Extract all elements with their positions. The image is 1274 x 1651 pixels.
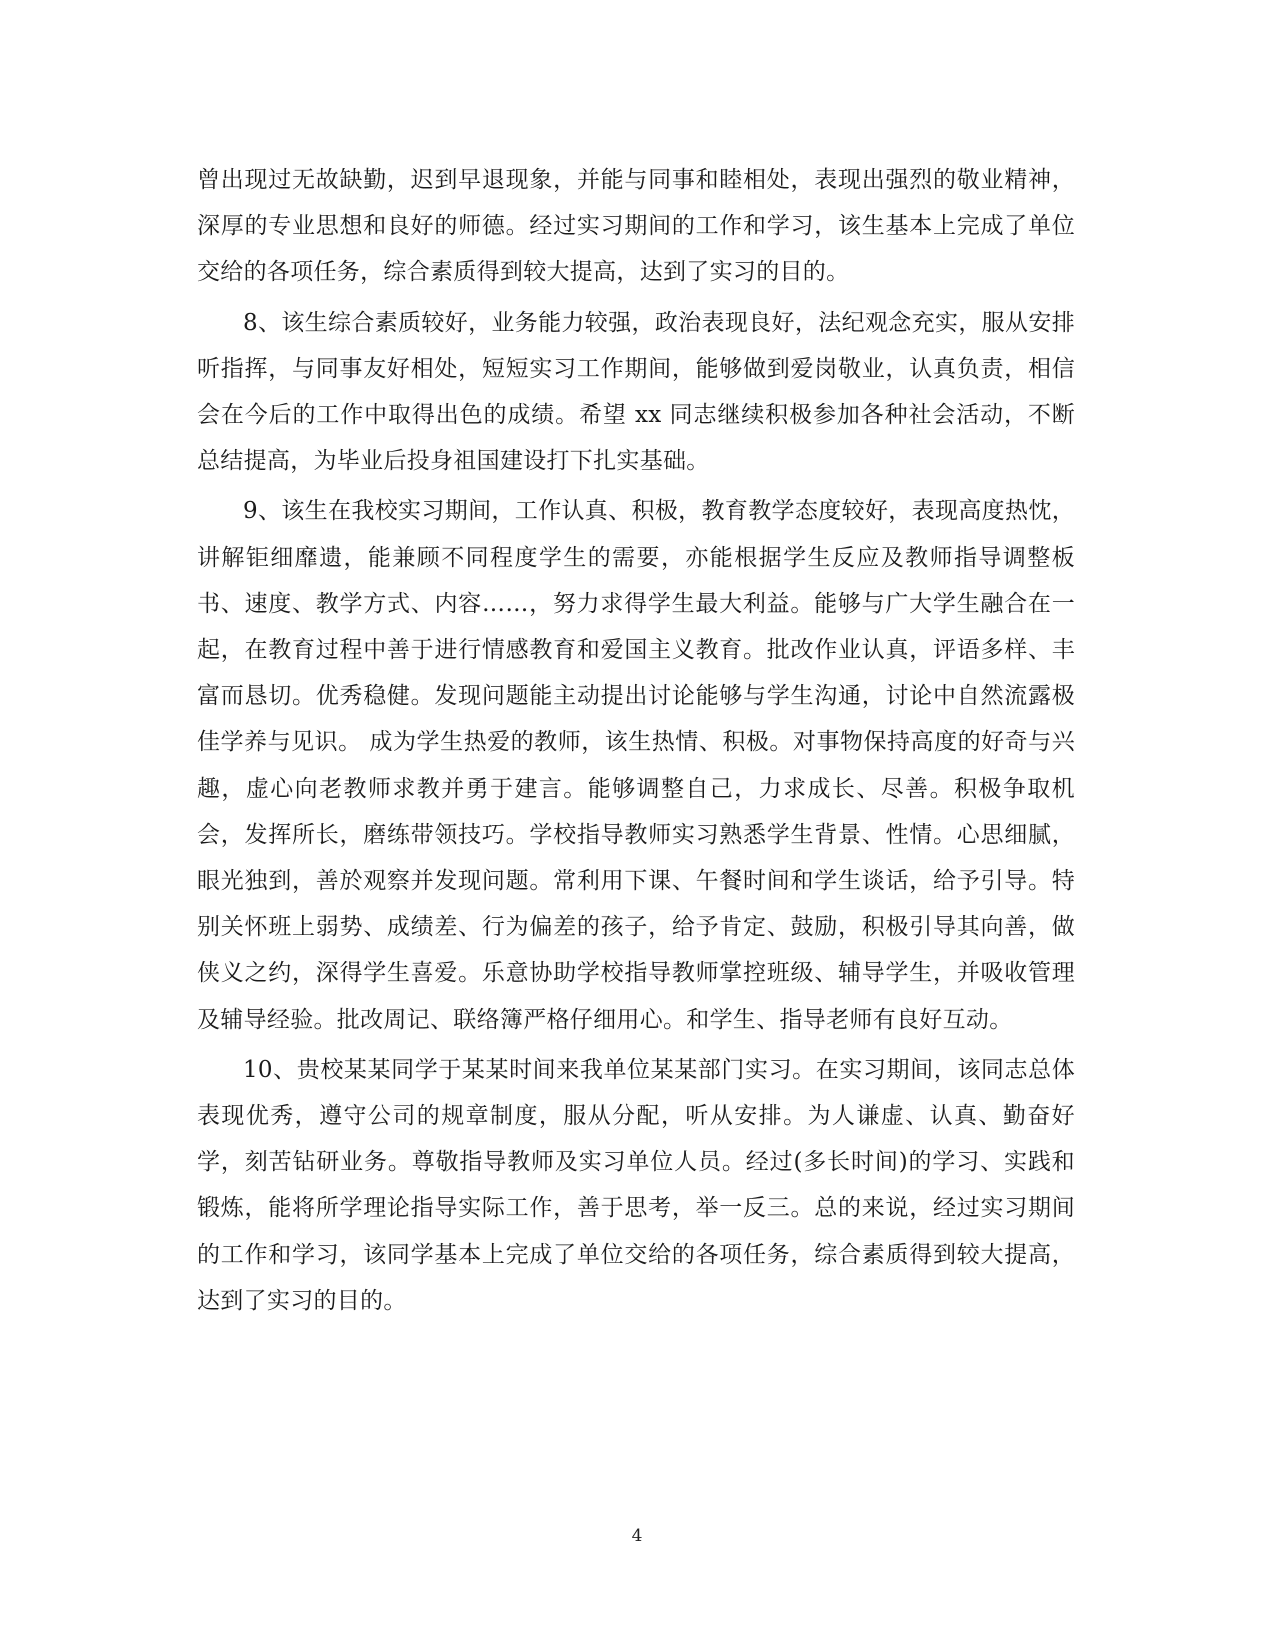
paragraph-item-8: 8、该生综合素质较好，业务能力较强，政治表现良好，法纪观念充实，服从安排听指挥，与同事友好相处，短短实习工作期间，能够做到爱岗敬业，认真负责，相信会在今后的工作中取得出色的成绩。希望 xx 同志继续积极参加各种社会活动，不断总结提高，为毕业后投身祖国建设打下扎实基础。 (197, 309, 1075, 475)
paragraph-item-9: 9、该生在我校实习期间，工作认真、积极，教育教学态度较好，表现高度热忱，讲解钜细靡遗，能兼顾不同程度学生的需要，亦能根据学生反应及教师指导调整板书、速度、教学方式、内容……，努力求得学生最大利益。能够与广大学生融合在一起，在教育过程中善于进行情感教育和爱国主义教育。批改作业认真，评语多样、丰富而恳切。优秀稳健。发现问题能主动提出讨论能够与学生沟通，讨论中自然流露极佳学养与见识。 成为学生热爱的教师，该生热情、积极。对事物保持高度的好奇与兴趣，虚心向老教师求教并勇于建言。能够调整自己，力求成长、尽善。积极争取机会，发挥所长，磨练带领技巧。学校指导教师实习熟悉学生背景、性情。心思细腻，眼光独到，善於观察并发现问题。常利用下课、午餐时间和学生谈话，给予引导。特别关怀班上弱势、成绩差、行为偏差的孩子，给予肯定、鼓励，积极引导其向善，做侠义之约，深得学生喜爱。乐意协助学校指导教师掌控班级、辅导学生，并吸收管理及辅导经验。批改周记、联络簿严格仔细用心。和学生、指导老师有良好互动。 (197, 498, 1075, 1033)
page-number: 4 (631, 1526, 643, 1546)
paragraph-continued: 曾出现过无故缺勤，迟到早退现象，并能与同事和睦相处，表现出强烈的敬业精神，深厚的专业思想和良好的师德。经过实习期间的工作和学习，该生基本上完成了单位交给的各项任务，综合素质得到较大提高，达到了实习的目的。 (197, 167, 1075, 286)
paragraph-item-10: 10、贵校某某同学于某某时间来我单位某某部门实习。在实习期间，该同志总体表现优秀，遵守公司的规章制度，服从分配，听从安排。为人谦虚、认真、勤奋好学，刻苦钻研业务。尊敬指导教师及实习单位人员。经过(多长时间)的学习、实践和锻炼，能将所学理论指导实际工作，善于思考，举一反三。总的来说，经过实习期间的工作和学习，该同学基本上完成了单位交给的各项任务，综合素质得到较大提高，达到了实习的目的。 (197, 1056, 1075, 1314)
document-body (197, 157, 1075, 1324)
